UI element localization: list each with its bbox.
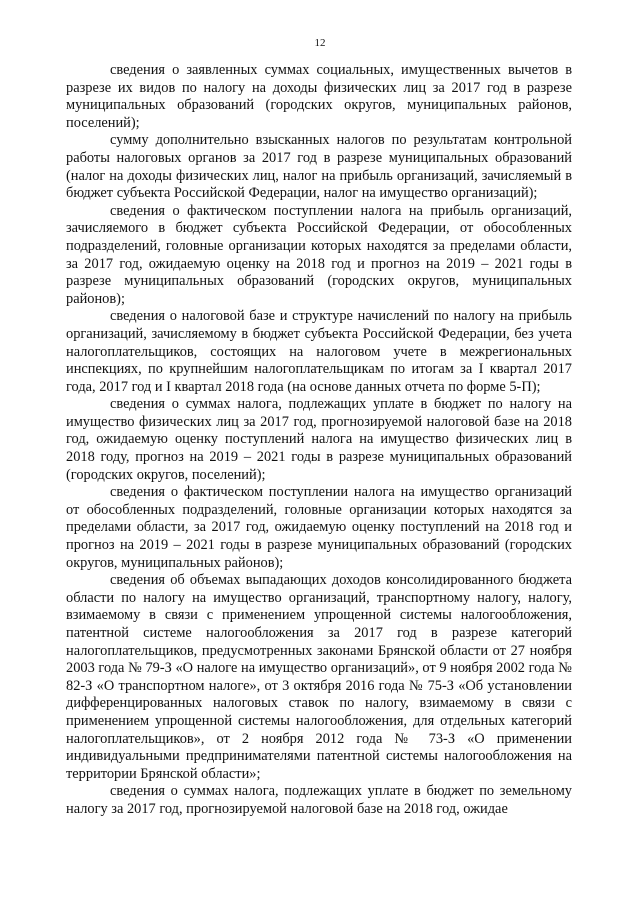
paragraph-additional-taxes: сумму дополнительно взысканных налогов по результатам контрольной работы налоговых органов за 2017 год в разрезе муниципальных образований (налог на доходы физических лиц, налог на прибыль организаций, зачисляемый в бюджет субъекта Российской Федерации, налог на имущество организаций); <box>66 132 572 202</box>
paragraph-profit-tax-base: сведения о налоговой базе и структуре начислений по налогу на прибыль организаций, зачисляемому в бюджет субъекта Российской Федерации, без учета налогоплательщиков, состоящих на налоговом учете в межрегиональных инспекциях, по крупнейшим налогоплательщикам по итогам за I квартал 2017 года, 2017 год и I квартал 2018 года (на основе данных отчета по форме 5-П); <box>66 308 572 395</box>
paragraph-individual-property-tax: сведения о суммах налога, подлежащих уплате в бюджет по налогу на имущество физических лиц за 2017 год, прогнозируемой налоговой базе на 2018 год, ожидаемую оценку поступлений налога на имущество физических лиц в 2018 году, прогноз на 2019 – 2021 годы в разрезе муниципальных образований (городских округов, поселений); <box>66 396 572 483</box>
paragraph-organization-property-tax: сведения о фактическом поступлении налога на имущество организаций от обособленных подразделений, головные организации которых находятся за пределами области, за 2017 год, ожидаемую оценку поступлений на 2018 год и прогноз на 2019 – 2021 годы в разрезе муниципальных образований (городских округов, муниципальных районов); <box>66 484 572 571</box>
page-number: 12 <box>314 37 326 49</box>
document-body <box>66 62 572 819</box>
paragraph-social-deductions: сведения о заявленных суммах социальных, имущественных вычетов в разрезе их видов по налогу на доходы физических лиц за 2017 год в разрезе муниципальных образований (городских округов, муниципальных районов, поселений); <box>66 62 572 131</box>
paragraph-lost-revenue: сведения об объемах выпадающих доходов консолидированного бюджета области по налогу на имущество организаций, транспортному налогу, налогу, взимаемому в связи с применением упрощенной системы налогообложения, патентной системе налогообложения за 2017 год в разрезе категорий налогоплательщиков, предусмотренных законами Брянской области от 27 ноября 2003 года № 79-З «О налоге на имущество организаций», от 9 ноября 2002 года № 82-З «О транспортном налоге», от 3 октября 2016 года № 75-З «Об установлении дифференцированных налоговых ставок по налогу, взимаемому в связи с применением упрощенной системы налогообложения, для отдельных категорий налогоплательщиков», от 2 ноября 2012 года № 73-З «О применении индивидуальными предпринимателями патентной системы налогообложения на территории Брянской области»; <box>66 572 572 782</box>
paragraph-profit-tax-branches: сведения о фактическом поступлении налога на прибыль организаций, зачисляемого в бюджет субъекта Российской Федерации, от обособленных подразделений, головные организации которых находятся за пределами области, за 2017 год, ожидаемую оценку на 2018 год и прогноз на 2019 – 2021 годы в разрезе муниципальных образований (городских округов, муниципальных районов); <box>66 202 572 307</box>
paragraph-land-tax: сведения о суммах налога, подлежащих уплате в бюджет по земельному налогу за 2017 год, прогнозируемой налоговой базе на 2018 год, ожидае <box>66 783 572 817</box>
